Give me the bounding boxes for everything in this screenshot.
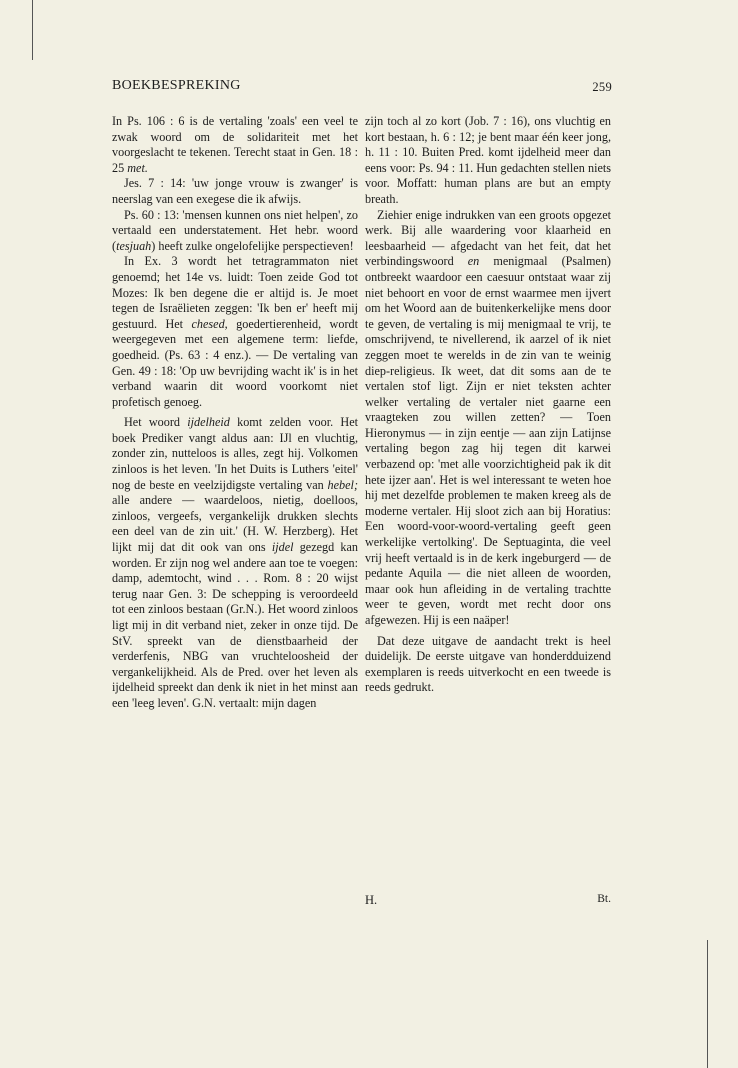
right-column — [365, 114, 611, 696]
page-number: 259 — [592, 80, 612, 94]
text-run: Ps. 60 : 13: 'mensen kunnen ons niet helpen', zo vertaald een understatement. Het hebr. woord ( — [112, 207, 358, 253]
author-initial: H. — [365, 893, 378, 907]
italic-run: chesed, — [191, 316, 228, 331]
running-header — [112, 78, 612, 98]
text-run: ) heeft zulke ongelofelijke perspectieven! — [151, 238, 354, 253]
paragraph — [365, 208, 611, 629]
text-run: alle andere — waardeloos, nietig, doelloos, zinloos, vergeefs, vergankelijk drukken slechts een deel van de zin uit.' (H. W. Herzberg). Het lijkt mij dat dit ook van ons — [112, 493, 358, 555]
text-run: gezegd kan worden. Er zijn nog wel andere aan toe te voegen: damp, ademtocht, wind . . . Rom. 8 : 20 wijst terug naar Gen. 3: De schepping is veroordeeld tot een zinloos bestaan (Gr.N.). Het woord zinloos ligt mij in dit verband niet, zeker in onze tijd. De StV. spreekt van de dienstbaarheid der verderfenis, NBG van vruchteloosheid der vergankelijkheid. Als de Pred. over het leven als ijdelheid spreekt dan denk ik niet in het minst aan een 'leeg leven'. G.N. vertaalt: mijn dagen — [112, 540, 358, 710]
paragraph — [365, 114, 611, 208]
text-run: zijn toch al zo kort (Job. 7 : 16), ons vluchtig en kort bestaan, h. 6 : 12; je bent maar één keer jong, h. 11 : 10. Buiten Pred. komt ijdelheid meer dan eens voor: Ps. 94 : 11. Hun gedachten stellen niets voor. Moffatt: human plans are but an empty breath. — [365, 114, 611, 206]
text-run: goedertierenheid, wordt weergegeven met een algemene term: liefde, goedheid. (Ps. 63 : 4 enz.). — De vertaling van Gen. 49 : 18: 'Op uw bevrijding wacht ik' is in het verband waarin dit woord voorkomt niet profetisch genoeg. — [112, 316, 358, 409]
left-column — [112, 114, 358, 712]
paragraph — [112, 176, 358, 207]
text-run: Ziehier enige indrukken van een groots opgezet werk. Bij alle waardering voor klaarheid en leesbaarheid — afgedacht van het feit, dat het verbindingswoord — [365, 207, 611, 269]
text-run: Dat deze uitgave de aandacht trekt is heel duidelijk. De eerste uitgave van honderdduizend exemplaren is reeds uitverkocht en een tweede is reeds gedrukt. — [365, 633, 611, 695]
text-run: Jes. 7 : 14: 'uw jonge vrouw is zwanger' is neerslag van een exegese die ik afwijs. — [112, 176, 358, 206]
running-title: BOEKBESPREKING — [112, 78, 241, 93]
italic-run: met. — [127, 160, 148, 175]
paragraph — [365, 634, 611, 696]
italic-run: ijdelheid — [187, 415, 230, 430]
text-run: In Ps. 106 : 6 is de vertaling 'zoals' een veel te zwak woord om de solidariteit met het voorgeslacht te tekenen. Terecht staat in Gen. 18 : 25 — [112, 114, 358, 175]
page-edge-line — [707, 940, 708, 1068]
paragraph — [112, 415, 358, 711]
italic-run: en — [467, 254, 480, 269]
text-run: menigmaal (Psalmen) ontbreekt waardoor een caesuur ontstaat waar zij niet behoort en voor de ernst waarmee men ijvert om het Woord aan de buitenkerkelijke mens door te geven, de vertaling is mij menigmaal te vrij, te omschrijvend, te nivellerend, ik aarzel of ik niet zeggen moet te werelds in de zin van te weinig diep-religieus. Ik weet, dat dit soms aan de te vertalen stof ligt. Zijn er niet teksten achter welker vertaling de vertaler niet gaarne een vraagteken zou willen zetten? — Toen Hieronymus — in zijn eentje — aan zijn Latijnse vertaling begon zag hij tegen dit karwei verbazend op: 'met alle voorzichtigheid pak ik dit hete ijzer aan'. Het is wel interessant te weten hoe hij met dezelfde problemen te maken kreeg als de moderne vertaler. Hij sloot zich aan bij Horatius: Een woord-voor-woord-vertaling geeft geen werkelijke vertolking'. De Septuaginta, die veel vrij heeft vertaald is in de kerk ingeburgerd — de pedante Aquila — die niet alleen de woorden, maar ook hun afleiding in de vertaling trachtte weer te geven, wordt met recht door ons afgewezen. Hij is een naäper! — [365, 254, 611, 627]
paragraph — [112, 254, 358, 410]
signature-line — [365, 893, 611, 911]
text-run: komt zelden voor. Het boek Prediker vangt aldus aan: IJl en vluchtig, zonder zin, nutteloos is alles, zegt hij. Volkomen zinloos is het leven. 'In het Duits is Luthers 'eitel' nog de beste en veelzijdigste vertaling van — [112, 415, 358, 492]
italic-run: tesjuah — [116, 238, 152, 253]
italic-run: ijdel — [271, 540, 294, 555]
page-edge-line — [32, 0, 33, 60]
text-run: Het woord — [124, 415, 188, 430]
paragraph — [112, 208, 358, 255]
italic-run: hebel; — [327, 477, 358, 492]
paragraph — [112, 114, 358, 176]
reviewer-initials: Bt. — [597, 893, 611, 905]
text-run: In Ex. 3 wordt het tetragrammaton niet genoemd; het 14e vs. luidt: Toen zeide God tot Mozes: Ik ben degene die er altijd is. Je moet tegen de Israëlieten zeggen: 'Ik ben er' heeft mij gestuurd. Het — [112, 254, 358, 331]
